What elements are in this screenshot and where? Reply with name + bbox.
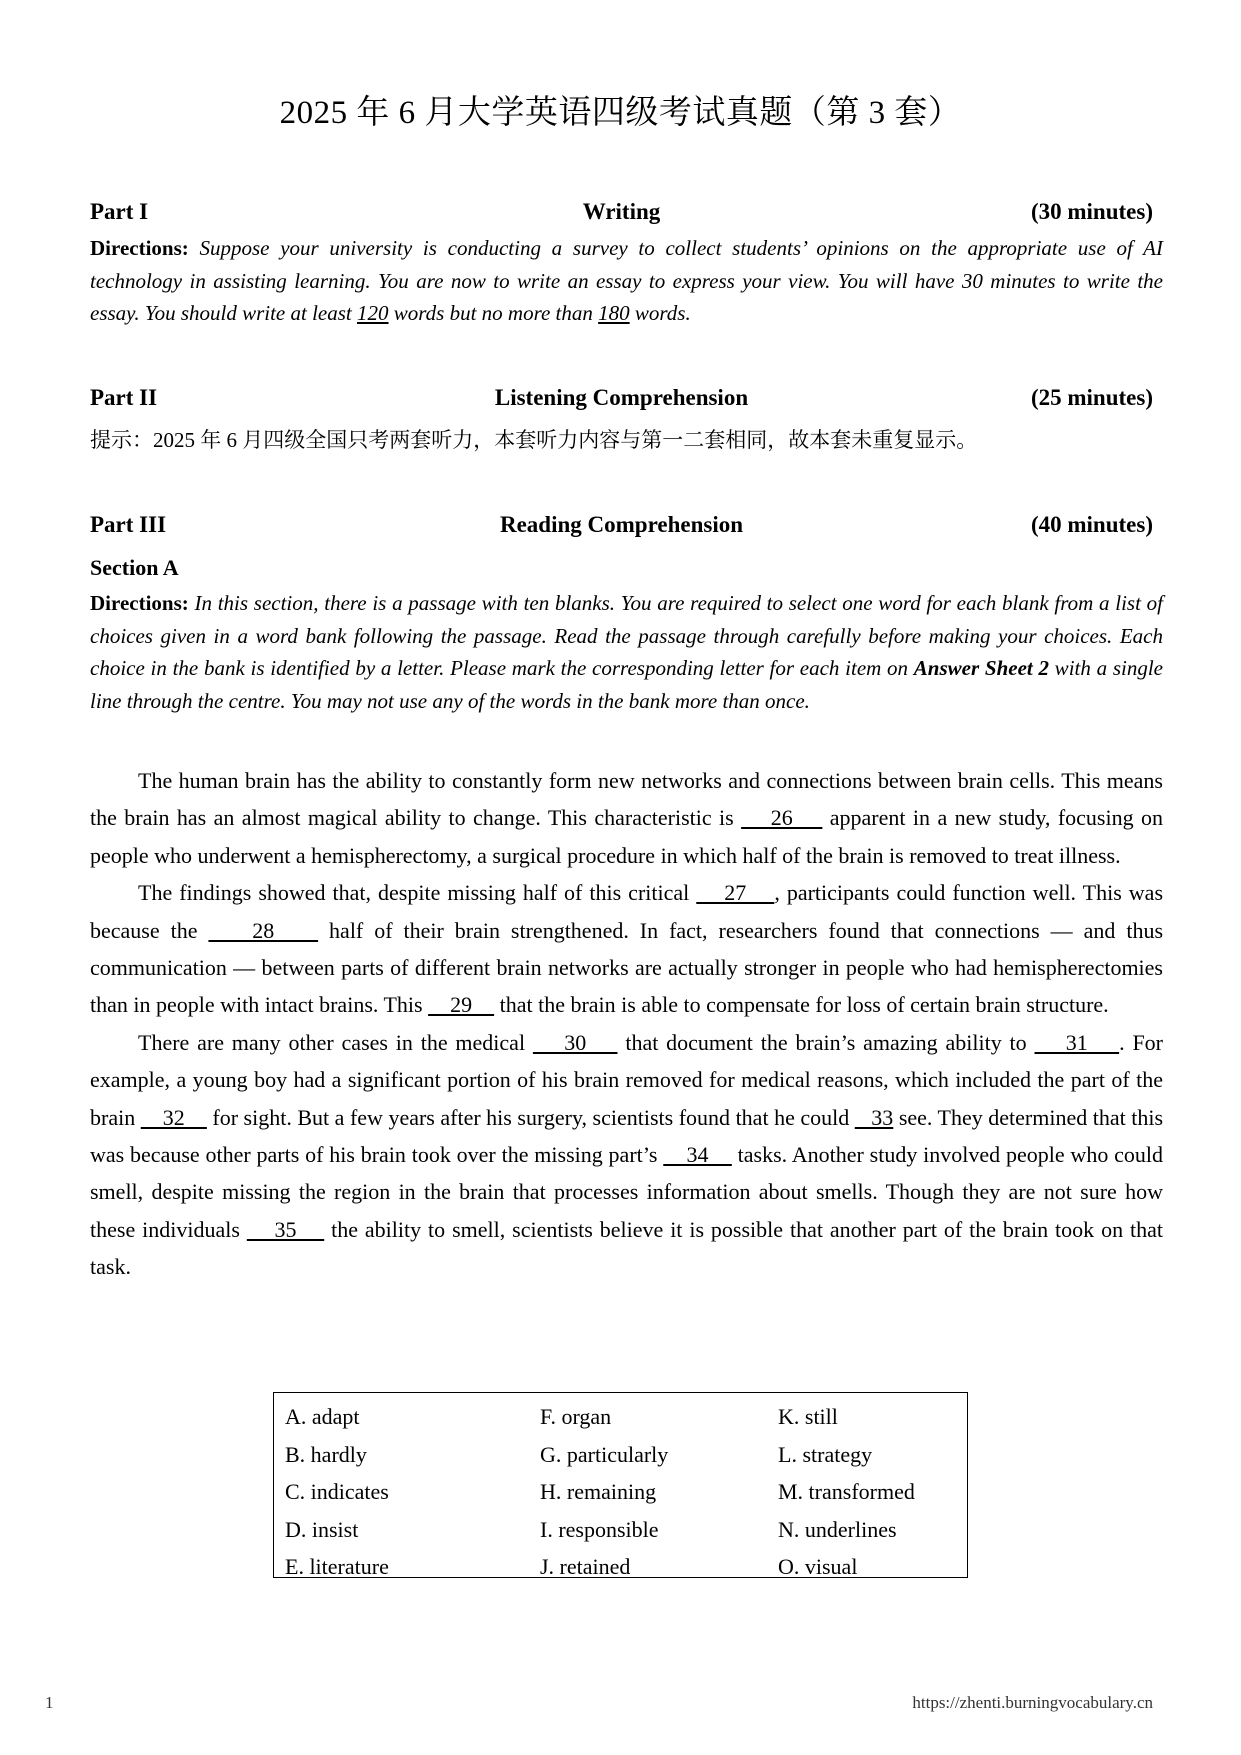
- blank-32: 32: [140, 1104, 207, 1130]
- passage-paragraph-1: The human brain has the ability to constantly form new networks and connections between brain cells. This means the brain has an almost magical ability to change. This characteristic is 26 apparent in a new study, focusing on people who underwent a hemispherectomy, a surgical procedure in which half of the brain is removed to treat illness.: [90, 768, 1163, 868]
- min-words: 120: [357, 301, 389, 325]
- part3-label: Part III: [90, 512, 167, 537]
- blank-27: 27: [696, 880, 775, 906]
- word-bank-column-1: [285, 1398, 389, 1586]
- word-bank-item: F. organ: [540, 1404, 612, 1429]
- passage-paragraph-3: There are many other cases in the medical 30 that document the brain’s amazing ability to 31 . For example, a young boy had a significant portion of his brain removed for medical reasons, which included the part of the brain 32 for sight. But a few years after his surgery, scientists found that he could 33 see. They determined that this was because other parts of his brain took over the missing part’s 34 tasks. Another study involved people who could smell, despite missing the region in the brain that processes information about smells. Though they are not sure how these individuals 35 the ability to smell, scientists believe it is possible that another part of the brain took on that task.: [90, 1029, 1164, 1280]
- word-bank-item: G. particularly: [540, 1441, 669, 1467]
- word-bank-item: I. responsible: [540, 1516, 659, 1542]
- blank-30: 30: [532, 1029, 618, 1055]
- word-bank-item: J. retained: [540, 1554, 631, 1579]
- part3-time: (40 minutes): [1030, 512, 1153, 537]
- passage-paragraph-2: The findings showed that, despite missing half of this critical 27 , participants could function well. This was because the 28 half of their brain strengthened. In fact, researchers found that connections — and thus communication — between parts of different brain networks are actually stronger in people who had hemispherectomies than in people with intact brains. This 29 that the brain is able to compensate for loss of certain brain structure.: [90, 880, 1164, 1018]
- part2-header: [90, 385, 1153, 415]
- max-words: 180: [598, 301, 630, 325]
- footer-url[interactable]: https://zhenti.burningvocabulary.cn: [912, 1693, 1153, 1712]
- section-title: Section A: [90, 555, 179, 580]
- blank-35: 35: [246, 1216, 325, 1242]
- blank-34: 34: [663, 1142, 732, 1168]
- blank-28: 28: [208, 917, 319, 943]
- directions-label: Directions:: [90, 591, 189, 615]
- word-bank-item: H. remaining: [540, 1479, 657, 1504]
- word-bank-item: K. still: [778, 1404, 838, 1429]
- answer-sheet-ref: Answer Sheet 2: [913, 656, 1049, 680]
- word-bank-item: E. literature: [285, 1554, 389, 1579]
- blank-31: 31: [1034, 1029, 1120, 1055]
- part2-label: Part II: [90, 385, 158, 410]
- part1-label: Part I: [90, 199, 149, 224]
- passage: [90, 762, 1163, 1286]
- word-bank-item: O. visual: [778, 1554, 858, 1579]
- word-bank-column-2: [540, 1398, 668, 1586]
- word-bank-item: N. underlines: [778, 1516, 897, 1542]
- directions-label: Directions:: [90, 236, 189, 260]
- word-bank-column-3: [778, 1398, 915, 1586]
- word-bank-item: D. insist: [285, 1516, 359, 1542]
- blank-29: 29: [428, 992, 495, 1018]
- part1-header: [90, 199, 1153, 229]
- page-number: 1: [45, 1693, 54, 1712]
- word-bank-item: M. transformed: [778, 1479, 915, 1504]
- part3-header: [90, 512, 1153, 542]
- part1-time: (30 minutes): [1030, 199, 1153, 224]
- word-bank: [273, 1392, 968, 1578]
- page-title: 2025 年 6 月大学英语四级考试真题（第 3 套）: [279, 95, 962, 131]
- part3-name: Reading Comprehension: [499, 512, 744, 537]
- part3-directions: Directions: In this section, there is a passage with ten blanks. You are required to select one word for each blank from a list of choices given in a word bank following the passage. Read the passage through carefully before making your choices. Each choice in the bank is identified by a letter. Please mark the corresponding letter for each item on Answer Sheet 2 with a single line through the centre. You may not use any of the words in the bank more than once.: [90, 591, 1163, 713]
- word-bank-item: A. adapt: [285, 1404, 360, 1429]
- blank-26: 26: [741, 805, 823, 831]
- part1-name: Writing: [582, 199, 661, 224]
- word-bank-item: C. indicates: [285, 1479, 389, 1504]
- part2-name: Listening Comprehension: [494, 385, 749, 410]
- part2-note: 提示：2025 年 6 月四级全国只考两套听力，本套听力内容与第一二套相同，故本套未重复显示。: [90, 428, 978, 452]
- part1-directions: Directions: Suppose your university is conducting a survey to collect students’ opinions on the appropriate use of AI technology in assisting learning. You are now to write an essay to express your view. You will have 30 minutes to write the essay. You should write at least 120 words but no more than 180 words.: [90, 236, 1163, 325]
- word-bank-item: L. strategy: [778, 1441, 873, 1467]
- blank-33: 33: [854, 1104, 894, 1130]
- word-bank-item: B. hardly: [285, 1441, 367, 1467]
- part2-time: (25 minutes): [1030, 385, 1153, 410]
